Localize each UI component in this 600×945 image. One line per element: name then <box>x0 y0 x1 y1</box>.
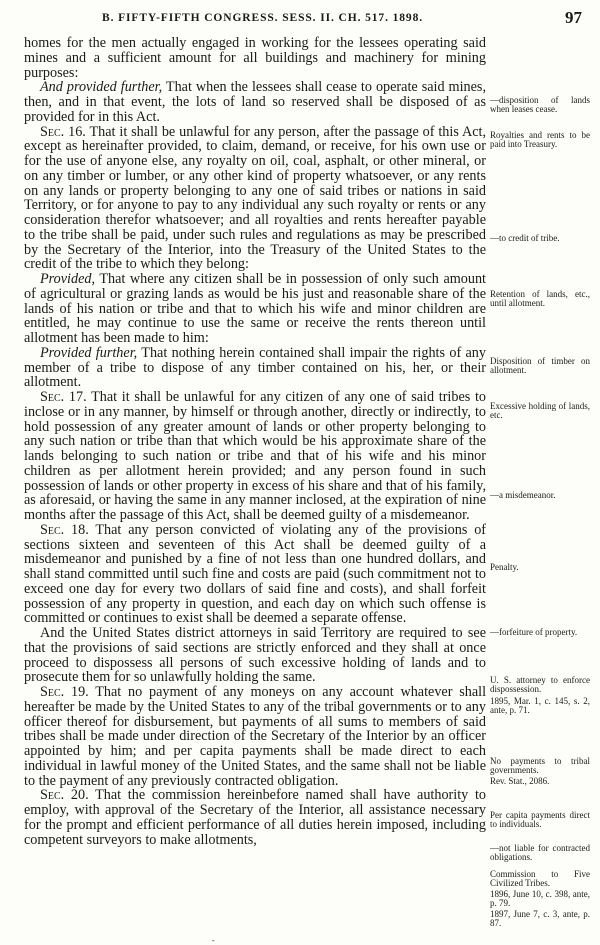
page-header <box>26 8 582 30</box>
paragraph-proviso-timber <box>24 346 486 390</box>
margin-note: Per capita payments direct to individuals. <box>490 810 590 830</box>
section-number: Sec. 16. <box>40 123 86 140</box>
margin-note: —a misdemeanor. <box>490 490 556 500</box>
margin-note: No payments to tribal governments. <box>490 756 590 776</box>
statute-text <box>24 36 486 847</box>
margin-note: Rev. Stat., 2086. <box>490 776 550 786</box>
section-number: Sec. 18. <box>40 521 89 538</box>
paragraph-text: That when the lessees shall cease to operate said mines, then, and in that event, the lots of land so reserved shall be disposed of as provided for in this Act. <box>24 79 486 125</box>
margin-note: 1896, June 10, c. 398, ante, p. 79. <box>490 889 590 909</box>
section-text: That the commission hereinbefore named shall have authority to employ, with approval of the Secretary of the Interior, all assistance necessary for the prompt and efficient performance of all duties herein imposed, including competent surveyors to make allotments, <box>24 787 486 848</box>
page-number: 97 <box>565 8 582 27</box>
margin-note: —disposition of lands when leases cease. <box>490 95 590 115</box>
footer-mark: - <box>212 936 215 945</box>
section-text: That it shall be unlawful for any person, after the passage of this Act, except as hereinafter provided, to claim, demand, or receive, for his own use or for the use of anyone else, any royalty on oil, coal, asphalt, or other mineral, or on any timber or lumber, or any other kind of property whatsoever, or any rents on any lands or property belonging to any one of said tribes or nations in said Territory, or for anyone to pay to any individual any such royalty or rents or any consideration therefor whatsoever; and all royalties and rents hereafter payable to the tribe shall be paid, under such rules and regulations as may be prescribed by the Secretary of the Interior, into the Treasury of the United States to the credit of the tribe to which they belong: <box>24 123 486 273</box>
section-17 <box>24 390 486 523</box>
paragraph-proviso-possession <box>24 272 486 346</box>
section-number: Sec. 20. <box>40 787 89 804</box>
running-title: B. FIFTY-FIFTH CONGRESS. SESS. II. CH. 517. 1898. <box>102 12 424 24</box>
section-text: That any person convicted of violating any of the provisions of sections sixteen and seventeen of this Act shall be deemed guilty of a misdemeanor and punished by a fine of not less than one hundred dollars, and shall stand committed until such fine and costs are paid (such commitment not to exceed one day for every two dollars of said fine and costs), and shall forfeit possession of any property in question, and each day on which such offense is committed or continues to exist shall be deemed a separate offense. <box>24 521 487 627</box>
margin-note: 1897, June 7, c. 3, ante, p. 87. <box>490 909 590 929</box>
margin-note: U. S. attorney to enforce dispossession. <box>490 675 590 695</box>
paragraph-text: That where any citizen shall be in possession of only such amount of agricultural or grazing lands as would be his just and reasonable share of the lands of his nation or tribe and that to which his wife and minor children are entitled, he may continue to use the same or receive the rents thereon until allotment has been made to him: <box>24 271 486 346</box>
margin-note: —to credit of tribe. <box>490 233 560 243</box>
section-20 <box>24 788 486 847</box>
margin-note: Royalties and rents to be paid into Treasury. <box>490 130 590 150</box>
section-number: Sec. 19. <box>40 684 89 700</box>
section-text: That it shall be unlawful for any citizen of any one of said tribes to inclose or in any manner, by himself or through another, directly or indirectly, to hold possession of any greater amount of lands or other property belonging to any such nation or tribe than that which would be his approximate share of the lands belonging to such nation or tribe and that of his wife and his minor children as per allotment herein provided; and any person found in such possession of lands or other property in excess of his share and that of his family, as aforesaid, or having the same in any manner inclosed, at the expiration of nine months after the passage of this Act, shall be deemed guilty of a misdemeanor. <box>24 389 486 523</box>
margin-note: Disposition of timber on allotment. <box>490 356 590 376</box>
proviso-lead: And provided further, <box>40 79 163 96</box>
proviso-lead: Provided further, <box>40 344 138 361</box>
margin-note: Excessive holding of lands, etc. <box>490 401 590 421</box>
paragraph-mining-homes: homes for the men actually engaged in working for the lessees operating said mines and a sufficient amount for all buildings and machinery for mining purposes: <box>24 35 486 81</box>
section-16 <box>24 125 486 273</box>
proviso-lead: Provided, <box>40 271 96 287</box>
section-19 <box>24 685 486 788</box>
paragraph-district-attorneys: And the United States district attorneys in said Territory are required to see that the provisions of said sections are strictly enforced and they shall at once proceed to dispossess all persons of such excessive holding of lands and to prosecute them for so unlawfully holding the same. <box>24 625 486 686</box>
margin-note: Commission to Five Civilized Tribes. <box>490 869 590 889</box>
paragraph-provided-further-leases <box>24 80 486 124</box>
section-number: Sec. 17. <box>40 389 87 405</box>
margin-note: Retention of lands, etc., until allotment. <box>490 289 590 309</box>
section-18 <box>24 523 486 626</box>
margin-note: —not liable for contracted obligations. <box>490 843 590 863</box>
margin-note: 1895, Mar. 1, c. 145, s. 2, ante, p. 71. <box>490 696 590 716</box>
margin-note: —forfeiture of property. <box>490 627 578 637</box>
margin-note: Penalty. <box>490 562 519 572</box>
section-text: That no payment of any moneys on any account whatever shall hereafter be made by the United States to any of the tribal governments or to any officer thereof for disbursement, but payments of all sums to members of said tribes shall be made under direction of the Secretary of the Interior by an officer appointed by him; and per capita payments shall be made direct to each individual in lawful money of the United States, and the same shall not be liable to the payment of any previously contracted obligation. <box>24 684 487 789</box>
paragraph-text: That nothing herein contained shall impair the rights of any member of a tribe to dispose of any timber contained on his, her, or their allotment. <box>24 344 486 391</box>
